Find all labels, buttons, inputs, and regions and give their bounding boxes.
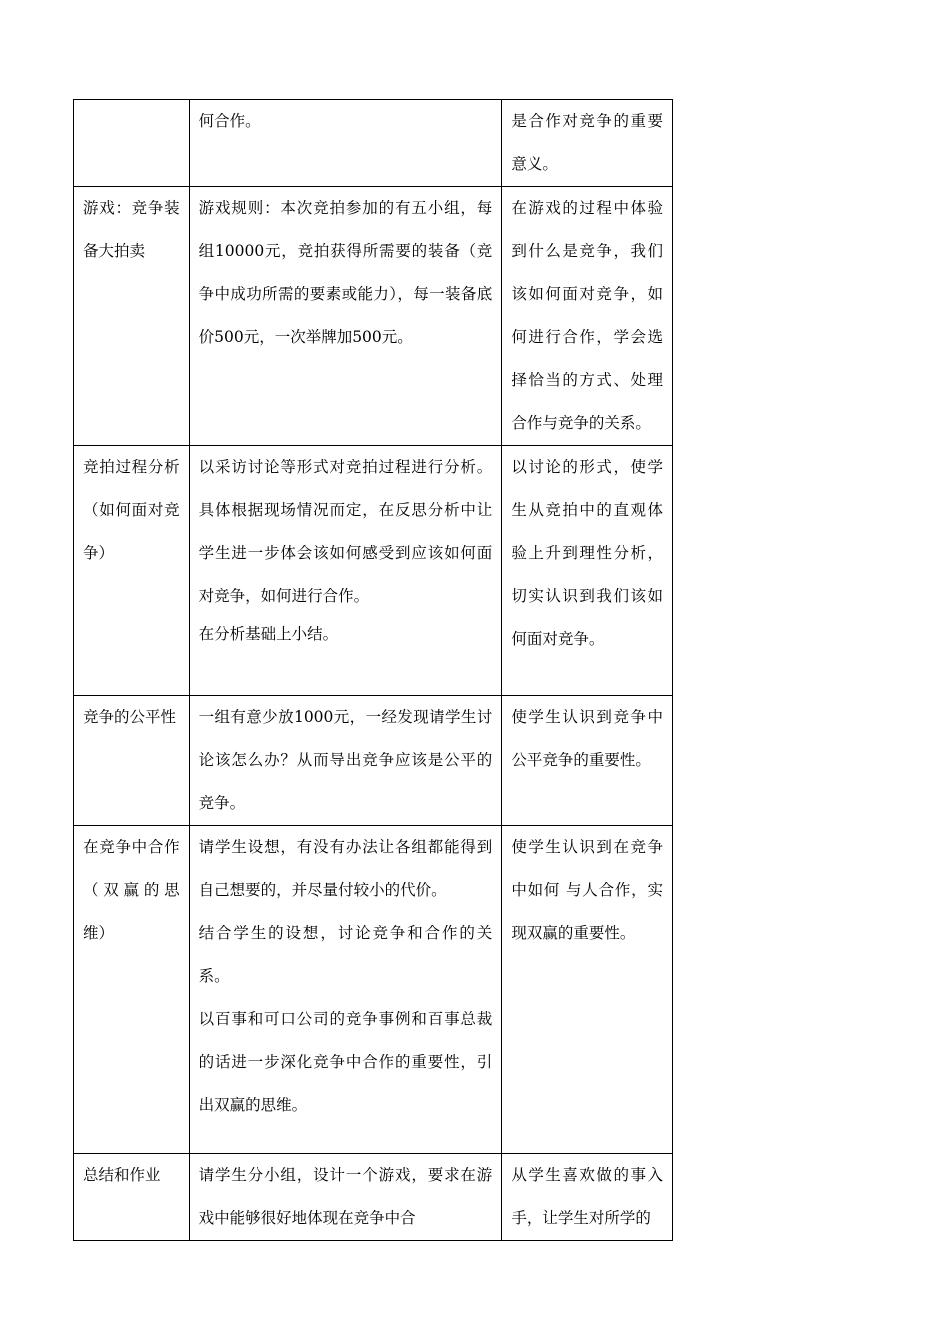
stage-cell: 竞争的公平性 (74, 696, 190, 826)
intent-cell: 使学生认识到竞争中公平竞争的重要性。 (502, 696, 673, 826)
lesson-plan-table (73, 99, 673, 1241)
intent-cell: 使学生认识到在竞争中如何 与人合作，实现双赢的重要性。 (502, 826, 673, 1154)
stage-cell: 竞拍过程分析（如何面对竞争） (74, 446, 190, 696)
activity-paragraph: 请学生分小组，设计一个游戏，要求在游戏中能够很好地体现在竞争中合 (198, 1166, 493, 1227)
activity-paragraph: 请学生设想，有没有办法让各组都能得到自己想要的，并尽量付较小的代价。 (198, 838, 493, 899)
activity-cell (189, 100, 502, 187)
activity-paragraph: 以采访讨论等形式对竞拍过程进行分析。具体根据现场情况而定，在反思分析中让学生进一步体会该如何感受到应该如何面对竞争，如何进行合作。 (198, 458, 493, 605)
activity-paragraph: 何合作。 (198, 112, 261, 130)
intent-cell: 从学生喜欢做的事入手，让学生对所学的 (502, 1154, 673, 1241)
stage-cell: 游戏：竞争装备大拍卖 (74, 187, 190, 446)
table-row (74, 100, 673, 187)
stage-cell (74, 100, 190, 187)
activity-cell (189, 446, 502, 696)
activity-paragraph: 结合学生的设想，讨论竞争和合作的关系。 (198, 924, 493, 985)
activity-cell (189, 1154, 502, 1241)
activity-cell (189, 826, 502, 1154)
activity-paragraph: 以百事和可口公司的竞争事例和百事总裁的话进一步深化竞争中合作的重要性，引出双赢的思维。 (198, 1010, 493, 1114)
activity-paragraph: 游戏规则：本次竞拍参加的有五小组，每组10000元，竞拍获得所需要的装备（竞争中成功所需的要素或能力），每一装备底价500元，一次举牌加500元。 (198, 199, 493, 346)
table-row (74, 696, 673, 826)
stage-cell: 在竞争中合作（双赢的思维） (74, 826, 190, 1154)
intent-cell: 以讨论的形式，使学生从竞拍中的直观体验上升到理性分析，切实认识到我们该如何面对竞争。 (502, 446, 673, 696)
table-row (74, 187, 673, 446)
table-row (74, 826, 673, 1154)
intent-cell: 在游戏的过程中体验到什么是竞争，我们该如何面对竞争，如何进行合作，学会选择恰当的方式、处理合作与竞争的关系。 (502, 187, 673, 446)
intent-cell: 是合作对竞争的重要意义。 (502, 100, 673, 187)
stage-cell: 总结和作业 (74, 1154, 190, 1241)
activity-paragraph: 在分析基础上小结。 (198, 625, 339, 643)
activity-cell (189, 187, 502, 446)
activity-paragraph: 一组有意少放1000元，一经发现请学生讨论该怎么办？从而导出竞争应该是公平的竞争。 (198, 708, 493, 812)
activity-cell (189, 696, 502, 826)
table-row (74, 1154, 673, 1241)
table-row (74, 446, 673, 696)
